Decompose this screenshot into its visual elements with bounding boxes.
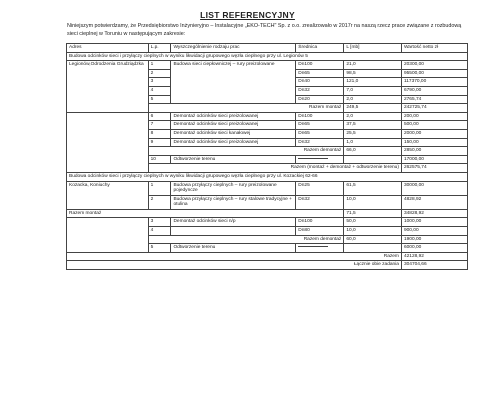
section1-heading-row (67, 52, 468, 61)
diameter-cell: Dn100 (296, 218, 344, 227)
value-cell: 6790,00 (401, 86, 467, 95)
header-l: L [mb] (344, 44, 402, 53)
desc-cell: Odtworzenie terenu (171, 155, 296, 164)
value-cell: 900,00 (401, 227, 467, 236)
header-wyszczegolnienie: Wyszczególnienie rodzaju prac (171, 44, 296, 53)
value-cell: 150,00 (401, 138, 467, 147)
section1-address: Legionów,Odrodzenia Grudziądzka (67, 61, 149, 113)
dash-cell (296, 244, 344, 253)
value-cell: 2765,74 (401, 95, 467, 104)
lp-cell: 4 (148, 227, 171, 236)
length-cell: 2,0 (344, 95, 402, 104)
length-cell: 98,5 (344, 69, 402, 78)
length-cell: 1,0 (344, 138, 402, 147)
lp-cell: 7 (148, 121, 171, 130)
lp-cell: 10 (148, 155, 171, 164)
desc-cell: Demontaż odcinków sieci preizolowanej (171, 112, 296, 121)
desc-cell: Demontaż odcinków sieci preizolowanej (171, 121, 296, 130)
diameter-cell: Dn65 (296, 121, 344, 130)
section2-total-value: 42128,92 (401, 252, 467, 261)
length-cell: 121,0 (344, 78, 402, 87)
lp-cell: 3 (148, 218, 171, 227)
razem-demontaz-length: 66,0 (344, 147, 402, 156)
razem-montaz-value-2: 34828,92 (401, 209, 467, 218)
empty-address-cell (67, 112, 149, 172)
value-cell: 6000,00 (401, 244, 467, 253)
diameter-cell: Dn100 (296, 112, 344, 121)
diameter-cell: Dn25 (296, 181, 344, 195)
header-wartosc: Wartość netto zł (401, 44, 467, 53)
diameter-cell: Dn40 (296, 78, 344, 87)
dash-cell (296, 155, 344, 164)
length-cell: 7,0 (344, 86, 402, 95)
desc-cell: Budowa przyłączy cieplnych – rury stalowe tradycyjne + otulina (171, 195, 296, 209)
diameter-cell: Dn32 (296, 86, 344, 95)
diameter-cell: Dn32 (296, 138, 344, 147)
section2-heading: Budowa odcinków sieci i przyłączy cieplnych w wyniku likwidacji grupowego węzła cieplnego przy ul. Kozackiej 62-66 (67, 172, 468, 181)
desc-cell: Demontaż odcinków sieci preizolowanej (171, 138, 296, 147)
header-adres: Adres (67, 44, 149, 53)
section2-total-label: Razem (67, 252, 402, 261)
value-cell: 2000,00 (401, 129, 467, 138)
grand-total-label: Łącznie obie zadania (67, 261, 402, 270)
table-row (67, 218, 468, 227)
razem-montaz-length: 249,5 (344, 104, 402, 113)
lp-cell: 3 (148, 78, 171, 87)
lp-cell: 5 (148, 95, 171, 104)
reference-table (66, 43, 468, 270)
dash-line (298, 158, 328, 159)
section1-heading: Budowa odcinków sieci i przyłączy cieplnych w wyniku likwidacji grupowego węzła cieplnego przy ul. Legionów 5 (67, 52, 468, 61)
empty-length-cell (344, 155, 402, 164)
table-header-row (67, 44, 468, 53)
table-row (67, 181, 468, 195)
desc-cell: Budowa przyłączy cieplnych – rury preizolowane pojedyncze (171, 181, 296, 195)
total-row (67, 252, 468, 261)
value-cell: 4828,92 (401, 195, 467, 209)
empty-address-cell (67, 218, 149, 252)
header-lp: L.p. (148, 44, 171, 53)
length-cell: 10,0 (344, 227, 402, 236)
diameter-cell: Dn80 (296, 227, 344, 236)
section2-address: Kozacka, Koniuchy (67, 181, 149, 209)
subtotal-row (67, 209, 468, 218)
section2-heading-row (67, 172, 468, 181)
value-cell: 17000,00 (401, 155, 467, 164)
value-cell: 200,00 (401, 112, 467, 121)
razem-montaz-length-2: 71,5 (344, 209, 402, 218)
lp-cell: 1 (148, 61, 171, 70)
diameter-cell: Dn32 (296, 195, 344, 209)
intro-paragraph: Niniejszym potwierdzamy, że Przedsiębiorstwo Inżynieryjno – Instalacyjne „EKO-TECH" Sp. z o.o. zrealizowało w 2017r na naszą rzecz prace związane z rozbudową sieci cieplnej w Toruniu w następującym zakresie: (67, 23, 462, 37)
lp-cell: 5 (148, 244, 171, 253)
length-cell: 50,0 (344, 218, 402, 227)
desc-cell: Odtworzenie terenu (171, 244, 296, 253)
razem-demontaz-length-2: 60,0 (344, 235, 402, 244)
lp-cell: 1 (148, 181, 171, 195)
razem-montaz-label: Razem montaż (148, 104, 344, 113)
length-cell: 2,0 (344, 112, 402, 121)
razem-demontaz-value-2: 1900,00 (401, 235, 467, 244)
lp-cell: 4 (148, 86, 171, 95)
value-cell: 1000,00 (401, 218, 467, 227)
razem-demontaz-label-2: Razem demontaż (148, 235, 344, 244)
razem-montaz-value: 242725,74 (401, 104, 467, 113)
lp-cell: 9 (148, 138, 171, 147)
header-srednica: Średnica (296, 44, 344, 53)
grand-total-value: 304704,66 (401, 261, 467, 270)
section1-total-label: Razem (montaż + demontaż + odtworzenie terenu) (148, 164, 401, 173)
diameter-cell: Dn65 (296, 69, 344, 78)
diameter-cell: Dn65 (296, 129, 344, 138)
lp-cell: 6 (148, 112, 171, 121)
lp-cell: 2 (148, 69, 171, 78)
lp-cell: 2 (148, 195, 171, 209)
document-title: LIST REFERENCYJNY (200, 10, 295, 20)
empty-length-cell (344, 244, 402, 253)
section1-total-value: 262575,74 (401, 164, 467, 173)
table-row (67, 61, 468, 70)
value-cell: 117370,00 (401, 78, 467, 87)
grand-total-row (67, 261, 468, 270)
lp-cell: 8 (148, 129, 171, 138)
value-cell: 95500,00 (401, 69, 467, 78)
razem-demontaz-label: Razem demontaż (148, 147, 344, 156)
desc-cell: Budowa sieci ciepłowniczej – rury preizolowane (171, 61, 296, 104)
table-row (67, 112, 468, 121)
length-cell: 10,0 (344, 195, 402, 209)
value-cell: 30000,00 (401, 181, 467, 195)
length-cell: 21,0 (344, 61, 402, 70)
length-cell: 61,5 (344, 181, 402, 195)
desc-cell (171, 227, 296, 236)
value-cell: 500,00 (401, 121, 467, 130)
length-cell: 25,5 (344, 129, 402, 138)
desc-cell: Demontaż odcinków sieci kanałowej (171, 129, 296, 138)
dash-line (298, 246, 328, 247)
diameter-cell: Dn20 (296, 95, 344, 104)
length-cell: 37,5 (344, 121, 402, 130)
value-cell: 20300,00 (401, 61, 467, 70)
diameter-cell: Dn100 (296, 61, 344, 70)
razem-demontaz-value: 2850,00 (401, 147, 467, 156)
razem-montaz-label-2: Razem montaż (67, 209, 344, 218)
desc-cell: Demontaż odcinków sieci n/p (171, 218, 296, 227)
